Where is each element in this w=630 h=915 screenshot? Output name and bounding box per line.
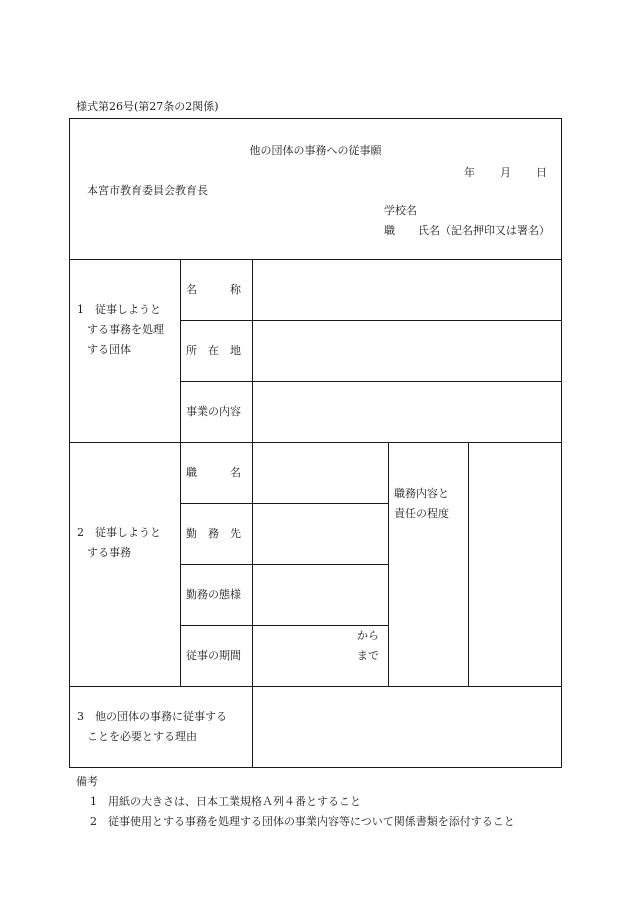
- position-label: 職: [384, 224, 395, 237]
- column-divider: [252, 259, 253, 767]
- duty-responsibility-field[interactable]: [471, 445, 559, 683]
- section2-heading-line: 2 従事しようと: [77, 526, 161, 539]
- duty-label-line: 責任の程度: [394, 507, 449, 520]
- duty-label-line: 職務内容と: [394, 487, 449, 500]
- row-divider: [180, 320, 562, 321]
- column-divider: [388, 442, 389, 686]
- row-divider: [180, 564, 388, 565]
- row-divider: [180, 503, 388, 504]
- date-day-label: 日: [536, 166, 547, 179]
- work-style-label: 勤務の態様: [186, 588, 241, 601]
- column-divider: [180, 259, 181, 686]
- school-name-label: 学校名: [384, 204, 417, 217]
- notes-heading: 備考: [76, 775, 98, 788]
- business-content-label: 事業の内容: [186, 405, 241, 418]
- row-divider: [69, 259, 562, 260]
- work-style-field[interactable]: [255, 567, 385, 623]
- table-right-border: [561, 118, 562, 768]
- row-divider: [69, 442, 562, 443]
- table-top-border: [69, 118, 562, 119]
- reason-field[interactable]: [255, 689, 559, 765]
- form-number: 様式第26号(第27条の2関係): [76, 100, 219, 113]
- job-title-label: 職 名: [186, 466, 241, 479]
- addressee: 本宮市教育委員会教育長: [87, 184, 208, 197]
- period-field[interactable]: [255, 628, 345, 684]
- workplace-label: 勤 務 先: [186, 527, 241, 540]
- column-divider: [468, 442, 469, 686]
- table-bottom-border: [69, 767, 562, 768]
- workplace-field[interactable]: [255, 506, 385, 562]
- date-month-label: 月: [500, 166, 511, 179]
- form-title: 他の団体の事務への従事願: [249, 144, 382, 157]
- org-name-field[interactable]: [255, 262, 559, 318]
- section3-heading-line: 3 他の団体の事務に従事する: [77, 710, 227, 723]
- note-item: 2 従事使用とする事務を処理する団体の事業内容等について関係書類を添付すること: [90, 815, 515, 828]
- table-left-border: [69, 118, 70, 768]
- section1-heading-line: する事務を処理: [87, 323, 164, 336]
- name-label: 氏名（記名押印又は署名）: [418, 224, 550, 237]
- row-divider: [180, 381, 562, 382]
- period-from-label: から: [357, 629, 379, 642]
- note-item: 1 用紙の大きさは、日本工業規格Ａ列４番とすること: [90, 795, 361, 808]
- business-content-field[interactable]: [255, 384, 559, 440]
- section1-heading-line: 1 従事しようと: [77, 303, 161, 316]
- section3-heading-line: ことを必要とする理由: [87, 730, 197, 743]
- section1-heading-line: する団体: [87, 343, 131, 356]
- org-address-field[interactable]: [255, 323, 559, 379]
- org-address-label: 所 在 地: [186, 344, 241, 357]
- section2-heading-line: する事務: [87, 546, 131, 559]
- row-divider: [69, 686, 562, 687]
- period-label: 従事の期間: [186, 649, 241, 662]
- org-name-label: 名 称: [186, 283, 241, 296]
- period-to-label: まで: [357, 649, 379, 662]
- job-title-field[interactable]: [255, 445, 385, 501]
- date-year-label: 年: [464, 166, 475, 179]
